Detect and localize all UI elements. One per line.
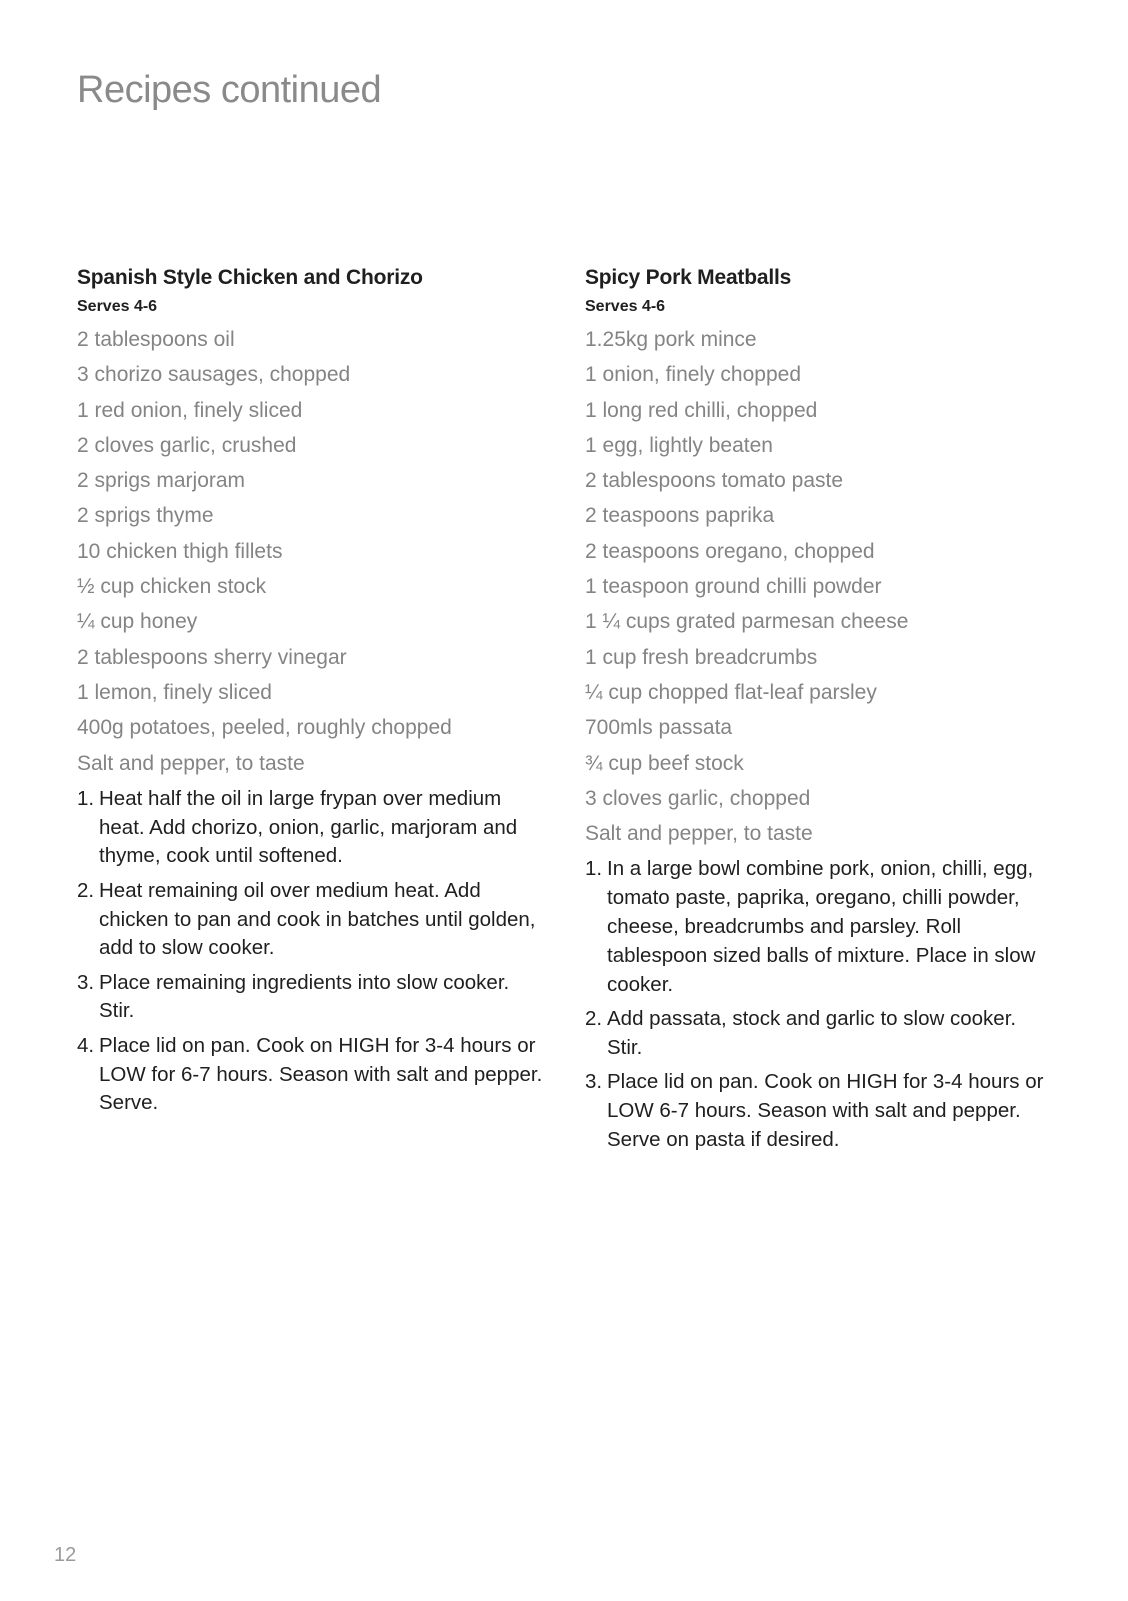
ingredient-item: 2 cloves garlic, crushed: [77, 433, 297, 457]
ingredient-item: 1 onion, finely chopped: [585, 363, 801, 387]
ingredient-item: ¼ cup chopped flat-leaf parsley: [585, 680, 877, 704]
ingredient-item: 3 chorizo sausages, chopped: [77, 363, 351, 387]
recipe-serves: Serves 4-6: [585, 298, 666, 315]
ingredient-item: 3 cloves garlic, chopped: [585, 786, 811, 810]
step-number: 1.: [585, 857, 603, 881]
step-number: 2.: [585, 1006, 603, 1030]
ingredient-item: Salt and pepper, to taste: [585, 822, 813, 846]
ingredient-item: 2 teaspoons oregano, chopped: [585, 539, 875, 563]
ingredient-item: 10 chicken thigh fillets: [77, 539, 283, 563]
method-step: [77, 969, 547, 1027]
step-text: Place lid on pan. Cook on HIGH for 3-4 hours or LOW 6-7 hours. Season with salt and pepper. Serve on pasta if desired.: [607, 1070, 1044, 1151]
ingredient-item: 1 red onion, finely sliced: [77, 398, 303, 422]
ingredient-item: 1 cup fresh breadcrumbs: [585, 645, 818, 669]
ingredient-item: ¾ cup beef stock: [585, 751, 744, 775]
page-number: 12: [54, 1544, 77, 1566]
ingredient-item: 400g potatoes, peeled, roughly chopped: [77, 716, 452, 740]
ingredient-item: 1 teaspoon ground chilli powder: [585, 575, 882, 599]
step-text: In a large bowl combine pork, onion, chilli, egg, tomato paste, paprika, oregano, chilli powder, cheese, breadcrumbs and parsley. Roll tablespoon sized balls of mixture. Place in slow cooker.: [607, 857, 1036, 996]
method-list: [585, 855, 1055, 1154]
method-list: [77, 785, 547, 1118]
page-title: Recipes continued: [77, 69, 382, 111]
ingredient-item: ½ cup chicken stock: [77, 575, 267, 599]
ingredient-item: Salt and pepper, to taste: [77, 751, 305, 775]
recipe-title: Spanish Style Chicken and Chorizo: [77, 266, 423, 289]
ingredient-item: 1 ¼ cups grated parmesan cheese: [585, 610, 909, 634]
step-number: 2.: [77, 878, 95, 902]
method-step: [585, 855, 1055, 999]
recipe-spicy-pork-meatballs: [585, 260, 1055, 1160]
recipe-serves: Serves 4-6: [77, 298, 158, 315]
method-step: [77, 1032, 547, 1118]
step-text: Place remaining ingredients into slow cooker. Stir.: [99, 970, 510, 1023]
ingredient-item: 2 sprigs marjoram: [77, 469, 246, 493]
method-step: [585, 1068, 1055, 1154]
ingredient-item: 2 tablespoons tomato paste: [585, 469, 844, 493]
step-text: Place lid on pan. Cook on HIGH for 3-4 hours or LOW for 6-7 hours. Season with salt and pepper. Serve.: [99, 1033, 543, 1115]
ingredient-item: 1 lemon, finely sliced: [77, 680, 272, 704]
ingredients-list: [77, 322, 547, 781]
ingredient-item: 2 tablespoons oil: [77, 328, 235, 351]
step-number: 1.: [77, 786, 95, 810]
ingredient-item: 1.25kg pork mince: [585, 328, 757, 351]
recipe-title: Spicy Pork Meatballs: [585, 266, 792, 289]
ingredients-list: [585, 322, 1055, 851]
method-step: [77, 877, 547, 963]
ingredient-item: 1 long red chilli, chopped: [585, 398, 818, 422]
ingredient-item: 2 sprigs thyme: [77, 504, 214, 528]
ingredient-item: 2 teaspoons paprika: [585, 504, 775, 528]
step-text: Heat half the oil in large frypan over medium heat. Add chorizo, onion, garlic, marjoram and thyme, cook until softened.: [99, 786, 518, 868]
step-text: Add passata, stock and garlic to slow cooker. Stir.: [607, 1006, 1017, 1059]
step-number: 3.: [585, 1070, 603, 1094]
ingredient-item: 700mls passata: [585, 716, 733, 740]
step-text: Heat remaining oil over medium heat. Add chicken to pan and cook in batches until golden, add to slow cooker.: [99, 878, 536, 960]
ingredient-item: 1 egg, lightly beaten: [585, 433, 773, 457]
step-number: 3.: [77, 970, 95, 994]
recipe-spanish-chicken-chorizo: [77, 260, 547, 1124]
method-step: [585, 1005, 1055, 1063]
ingredient-item: 2 tablespoons sherry vinegar: [77, 645, 347, 669]
ingredient-item: ¼ cup honey: [77, 610, 198, 634]
step-number: 4.: [77, 1033, 95, 1057]
method-step: [77, 785, 547, 871]
